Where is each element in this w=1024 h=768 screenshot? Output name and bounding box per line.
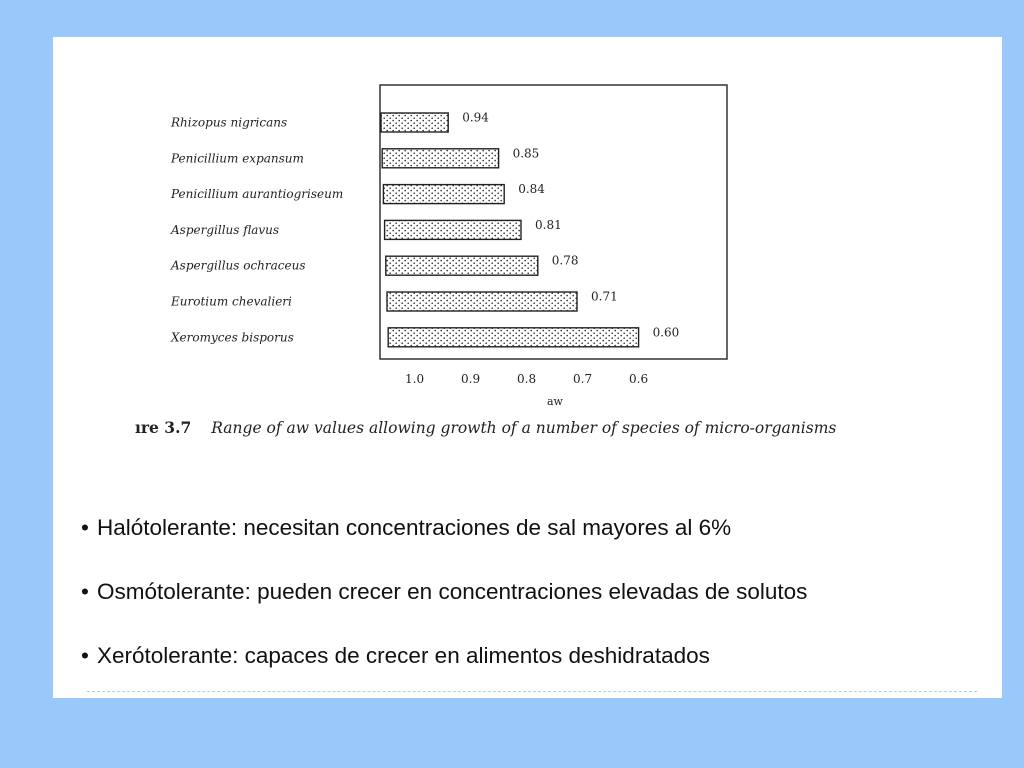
category-label: Eurotium chevalieri xyxy=(171,294,292,309)
aw-bar-chart xyxy=(53,37,1002,417)
category-label: Penicillium aurantiogriseum xyxy=(171,187,344,202)
figure-caption xyxy=(135,418,835,437)
bullet-text: Osmótolerante: pueden crecer en concentraciones elevadas de solutos xyxy=(97,579,808,604)
value-label: 0.78 xyxy=(551,253,579,268)
value-label: 0.71 xyxy=(591,289,618,304)
value-label: 0.60 xyxy=(652,325,680,340)
bullet-item-xerotolerante xyxy=(81,641,991,705)
category-label: Aspergillus ochraceus xyxy=(171,258,306,273)
footer-divider xyxy=(87,691,977,692)
bullet-list xyxy=(81,513,991,705)
value-label: 0.81 xyxy=(535,217,562,232)
x-tick-label: 0.9 xyxy=(461,372,481,386)
bullet-marker: • xyxy=(81,643,89,668)
x-axis-label: aw xyxy=(547,395,563,408)
bullet-text: Halótolerante: necesitan concentraciones de sal mayores al 6% xyxy=(97,515,732,540)
x-tick-label: 0.6 xyxy=(629,372,649,386)
bar xyxy=(387,292,577,311)
bar xyxy=(382,149,498,168)
figure xyxy=(53,37,1002,457)
bar xyxy=(383,185,504,204)
bullet-item-osmotolerante xyxy=(81,577,991,641)
bullet-marker: • xyxy=(81,579,89,604)
bullet-marker: • xyxy=(81,515,89,540)
bar xyxy=(386,256,538,275)
value-label: 0.94 xyxy=(462,110,489,125)
category-label: Aspergillus flavus xyxy=(171,222,280,237)
category-label: Rhizopus nigricans xyxy=(171,115,288,130)
x-tick-label: 0.7 xyxy=(573,372,593,386)
caption-number: ıre 3.7 xyxy=(135,418,192,437)
value-label: 0.84 xyxy=(518,182,545,197)
bullet-text: Xerótolerante: capaces de crecer en alimentos deshidratados xyxy=(97,643,710,668)
bullet-item-halotolerante xyxy=(81,513,991,577)
bar xyxy=(381,113,448,132)
x-tick-label: 0.8 xyxy=(517,372,537,386)
slide xyxy=(53,37,1002,698)
caption-text: Range of aw values allowing growth of a number of species of micro-organisms xyxy=(211,419,837,437)
value-label: 0.85 xyxy=(512,146,540,161)
category-label: Penicillium expansum xyxy=(171,151,304,166)
bar xyxy=(388,328,638,347)
x-tick-label: 1.0 xyxy=(405,372,425,386)
category-label: Xeromyces bisporus xyxy=(171,330,294,345)
bar xyxy=(385,220,521,239)
